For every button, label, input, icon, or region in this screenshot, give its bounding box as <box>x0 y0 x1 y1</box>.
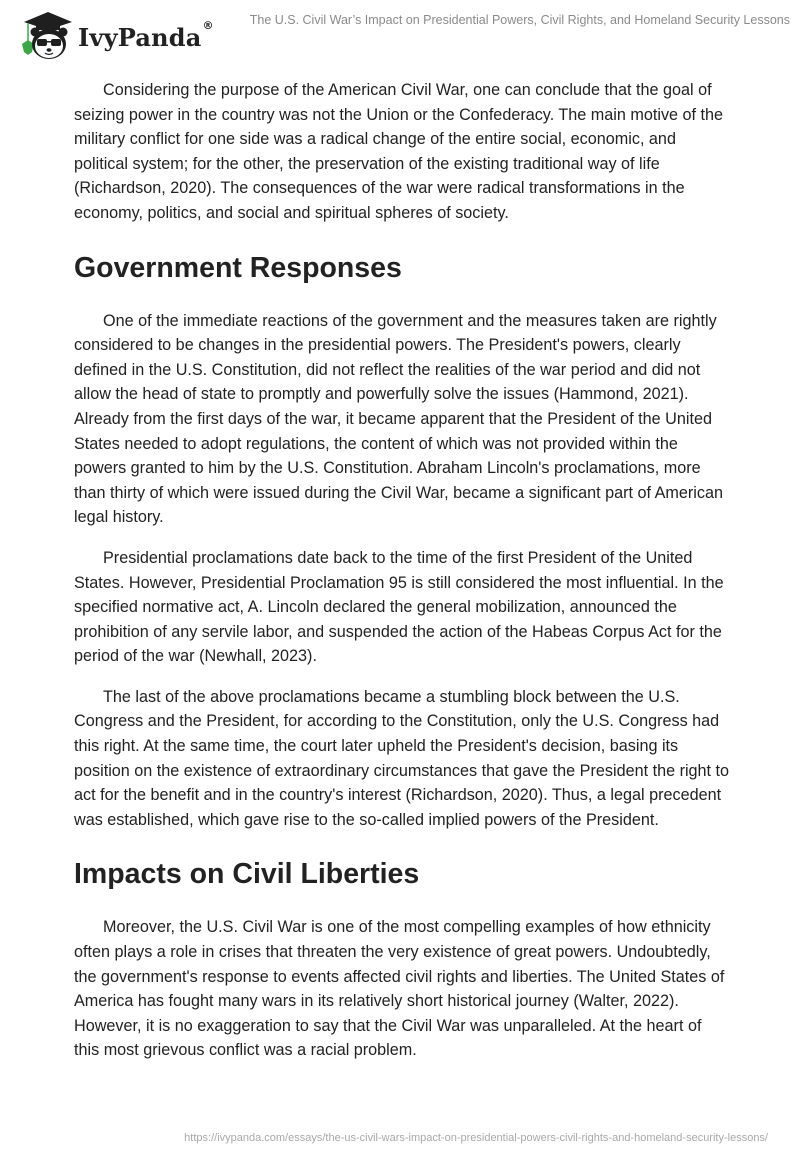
source-url[interactable]: https://ivypanda.com/essays/the-us-civil-wars-impact-on-presidential-powers-civil-rights-and-homeland-security-lessons/ <box>184 1132 768 1144</box>
brand-name: IvyPanda® <box>78 18 214 52</box>
page-header <box>0 0 800 66</box>
section-heading-government-responses: Government Responses <box>74 251 402 284</box>
document-title: The U.S. Civil War’s Impact on Presidential Powers, Civil Rights, and Homeland Security Lessons <box>249 13 790 27</box>
ivypanda-logo[interactable] <box>14 6 214 62</box>
panda-graduate-icon <box>14 6 74 62</box>
section-heading-civil-liberties: Impacts on Civil Liberties <box>74 858 420 891</box>
registered-mark: ® <box>202 18 214 32</box>
paragraph: Presidential proclamations date back to the time of the first President of the United States. However, Presidential Proclamation 95 is still considered the most influential. In the specified normative act, A. Lincoln declared the general mobilization, announced the prohibition of any servile labor, and suspended the action of the Habeas Corpus Act for the period of the war (Newhall, 2023). <box>74 548 724 666</box>
paragraph: The last of the above proclamations became a stumbling block between the U.S. Congress and the President, for according to the Constitution, only the U.S. Congress had this right. At the same time, the court later upheld the President's decision, basing its position on the existence of extraordinary circumstances that gave the President the right to act for the benefit and in the country's interest (Richardson, 2020). Thus, a legal precedent was established, which gave rise to the so-called implied powers of the President. <box>74 687 730 829</box>
paragraph: Moreover, the U.S. Civil War is one of the most compelling examples of how ethnicity often plays a role in crises that threaten the very existence of great powers. Undoubtedly, the government's response to events affected civil rights and liberties. The United States of America has fought many wars in its relatively short historical journey (Walter, 2022). However, it is no exaggeration to say that the Civil War was unparalleled. At the heart of this most grievous conflict was a racial problem. <box>74 918 725 1060</box>
intro-paragraph: Considering the purpose of the American Civil War, one can conclude that the goal of seizing power in the country was not the Union or the Confederacy. The main motive of the military conflict for one side was a radical change of the entire social, economic, and political system; for the other, the preservation of the existing traditional way of life (Richardson, 2020). The consequences of the war were radical transformations in the economy, politics, and social and spiritual spheres of society. <box>74 81 724 222</box>
paragraph: One of the immediate reactions of the government and the measures taken are rightly considered to be changes in the presidential powers. The President's powers, clearly defined in the U.S. Constitution, did not reflect the realities of the war period and did not allow the head of state to promptly and powerfully solve the issues (Hammond, 2021). Already from the first days of the war, it became apparent that the President of the United States needed to adopt regulations, the content of which was not provided within the powers granted to him by the U.S. Constitution. Abraham Lincoln's proclamations, more than thirty of which were issued during the Civil War, became a significant part of American legal history. <box>74 311 723 527</box>
essay-content <box>74 78 730 1079</box>
